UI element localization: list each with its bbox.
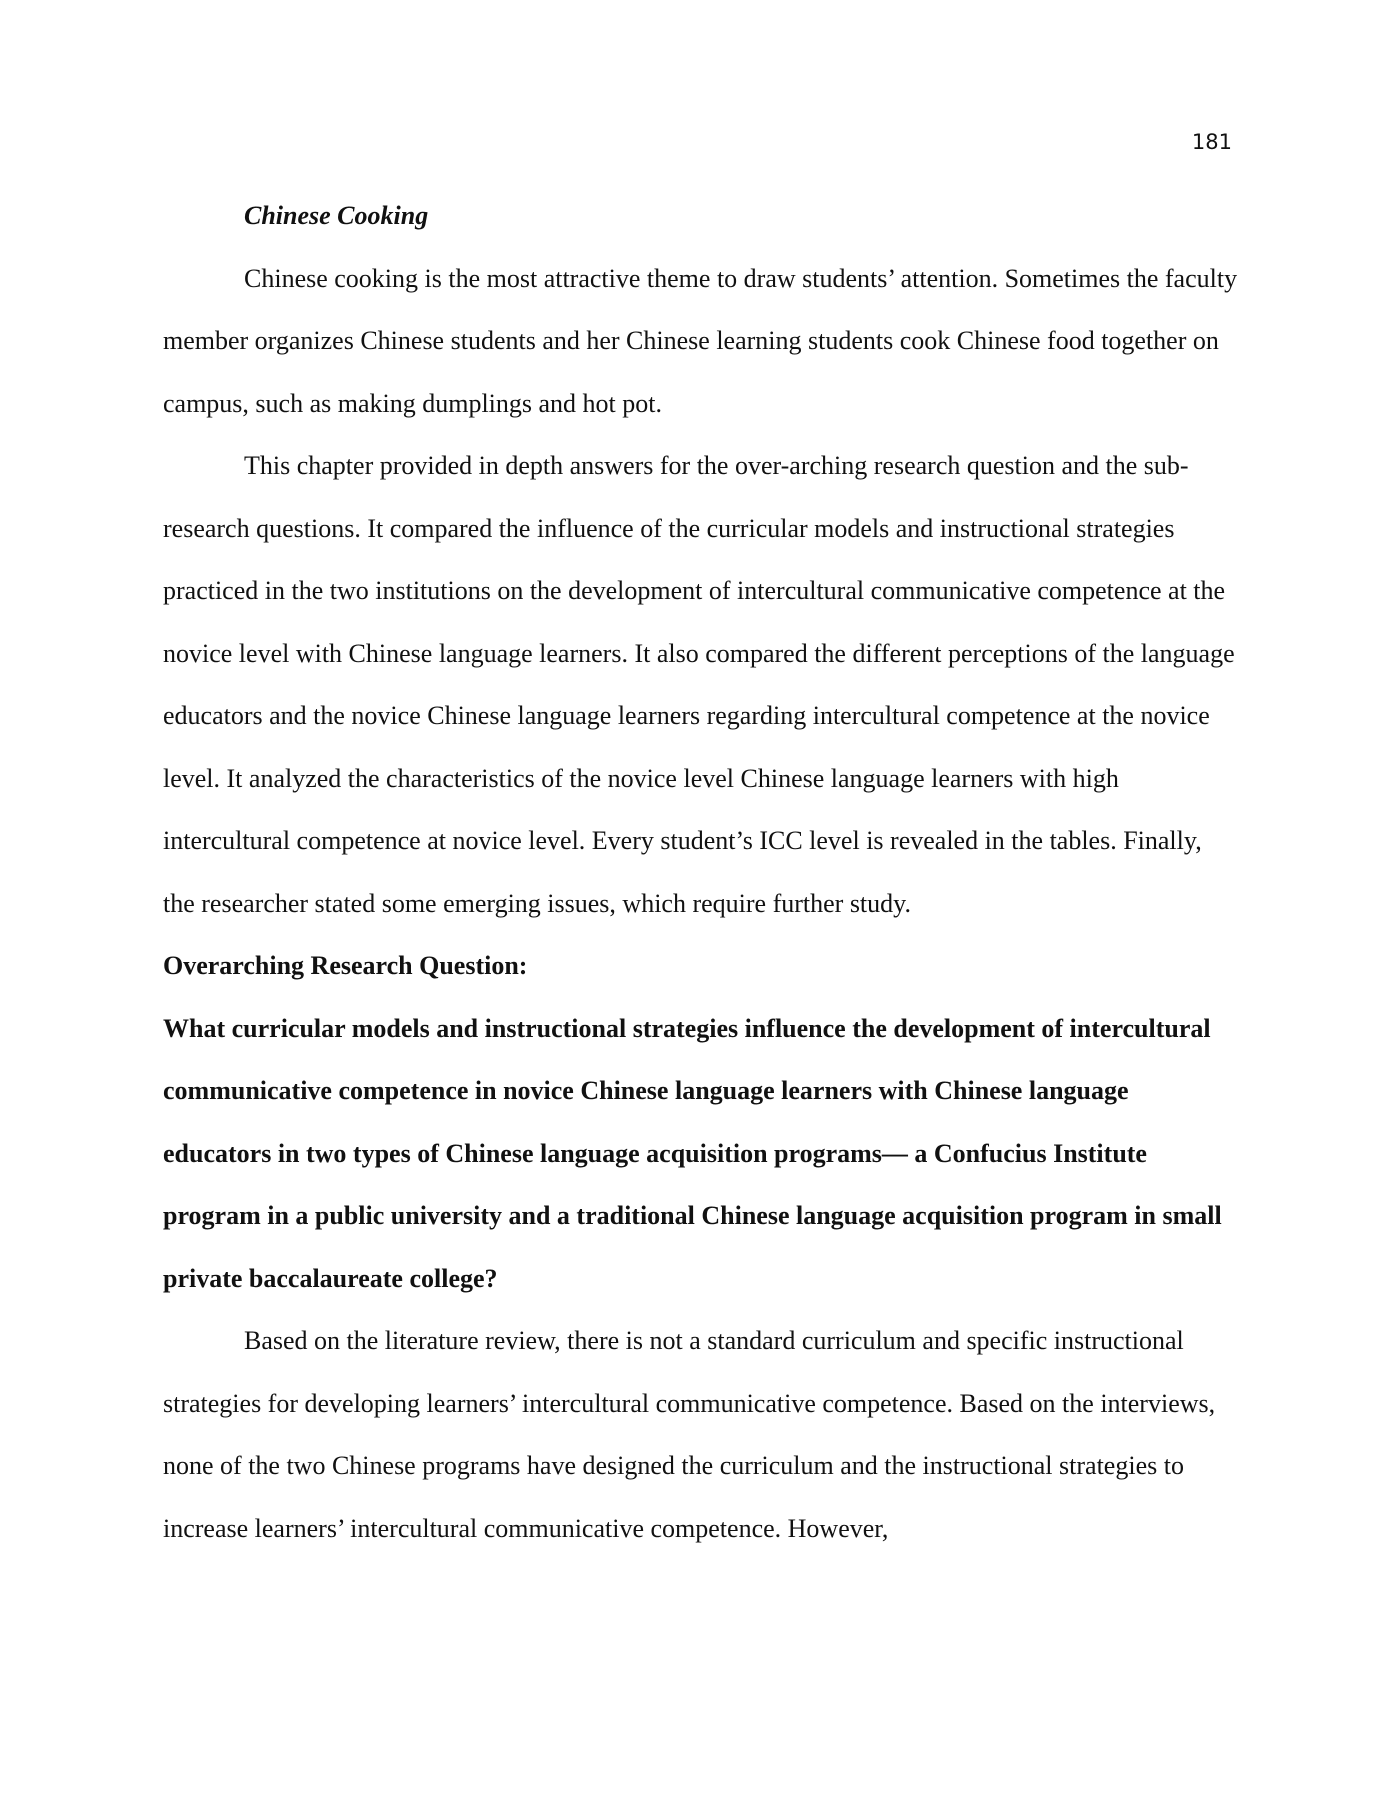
- body-paragraph: Chinese cooking is the most attractive theme to draw students’ attention. Sometimes the faculty member organizes Chinese students and her Chinese learning students cook Chinese food together on campus, such as making dumplings and hot pot.: [163, 263, 1238, 418]
- document-body: [163, 185, 1238, 1560]
- body-paragraph: This chapter provided in depth answers for the over-arching research question and the sub-research questions. It compared the influence of the curricular models and instructional strategies practiced in the two institutions on the development of intercultural communicative competence at the novice level with Chinese language learners. It also compared the different perceptions of the language educators and the novice Chinese language learners regarding intercultural competence at the novice level. It analyzed the characteristics of the novice level Chinese language learners with high intercultural competence at novice level. Every student’s ICC level is revealed in the tables. Finally, the researcher stated some emerging issues, which require further study.: [163, 451, 1235, 918]
- research-question-heading: Overarching Research Question:: [163, 951, 528, 980]
- body-paragraph: Based on the literature review, there is not a standard curriculum and specific instructional strategies for developing learners’ intercultural communicative competence. Based on the interviews, none of the two Chinese programs have designed the curriculum and the instructional strategies to increase learners’ intercultural communicative competence. However,: [163, 1326, 1216, 1543]
- page-number: 181: [1191, 130, 1232, 154]
- section-title: Chinese Cooking: [244, 201, 429, 230]
- research-question: What curricular models and instructional strategies influence the development of intercultural communicative competence in novice Chinese language learners with Chinese language educators in two types of Chinese language acquisition programs— a Confucius Institute program in a public university and a traditional Chinese language acquisition program in small private baccalaureate college?: [163, 1013, 1222, 1293]
